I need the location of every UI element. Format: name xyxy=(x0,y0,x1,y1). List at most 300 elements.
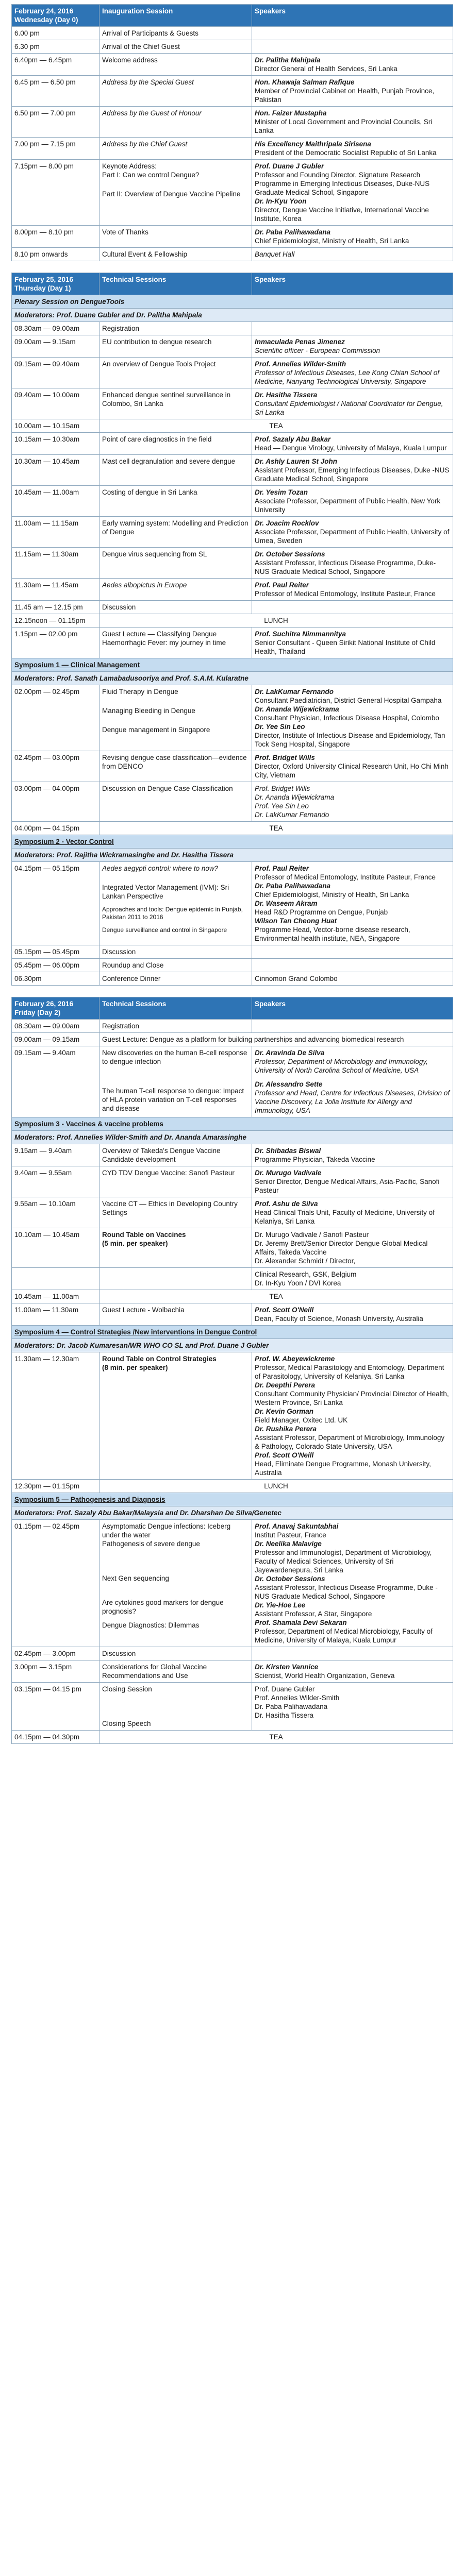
symposium-title-text: Symposium 5 — Pathogenesis and Diagnosis xyxy=(14,1496,165,1503)
speaker-detail: Programme Head, Vector-borne disease research, Environmental health institute, NEA, Singapore xyxy=(255,926,410,942)
speaker-detail: Associate Professor, Department of Public Health, New York University xyxy=(255,497,441,514)
talk-title: Dengue Diagnostics: Dilemmas xyxy=(102,1621,200,1629)
symposium-row xyxy=(12,1117,453,1131)
row-event: Vaccine CT — Ethics in Developing Country Settings xyxy=(100,1197,252,1228)
talk-title: Next Gen sequencing xyxy=(102,1574,169,1582)
speaker-detail: Professor and Head, Centre for Infectious Diseases, Division of Vaccine Discovery, La Jolla Institute for Allergy and Immunology, USA xyxy=(255,1089,450,1114)
moderators-text: Moderators: Prof. Rajitha Wickramasinghe and Dr. Hasitha Tissera xyxy=(12,849,453,862)
row-speaker xyxy=(252,1268,453,1290)
row-speaker xyxy=(252,517,453,548)
speaker-detail: Head Clinical Trials Unit, Faculty of Medicine, University of Kelaniya, Sri Lanka xyxy=(255,1209,435,1225)
row-event: Overview of Takeda's Dengue Vaccine Candidate development xyxy=(100,1144,252,1166)
speaker-name: Prof. Ashu de Silva xyxy=(255,1200,318,1208)
table-row xyxy=(12,751,453,782)
row-event: An overview of Dengue Tools Project xyxy=(100,358,252,388)
row-speaker: Banquet Hall xyxy=(252,248,453,261)
talk-title: Integrated Vector Management (IVM): Sri Lankan Perspective xyxy=(102,884,229,900)
table-row xyxy=(12,959,453,972)
speaker-name: Prof. Scott O'Neill xyxy=(255,1451,314,1459)
row-time: 12.30pm — 01.15pm xyxy=(12,1480,100,1493)
day2-date-cell xyxy=(12,997,100,1020)
row-time: 8.10 pm onwards xyxy=(12,248,100,261)
row-speaker xyxy=(252,335,453,358)
panelist-name: Prof. Duane Gubler xyxy=(255,1685,315,1693)
row-speaker xyxy=(252,54,453,76)
table-row xyxy=(12,27,453,40)
table-row xyxy=(12,1352,453,1480)
row-event: Registration xyxy=(100,1020,252,1033)
moderators-text: Moderators: Dr. Jacob Kumaresan/WR WHO CO SL and Prof. Duane J Gubler xyxy=(12,1339,453,1352)
panelist-name: Dr. Hasitha Tissera xyxy=(255,1711,314,1719)
talk-title: Dengue surveillance and control in Singapore xyxy=(102,926,227,934)
row-speaker xyxy=(252,226,453,248)
panelist-name: Dr. Jeremy Brett/Senior Director Dengue Global Medical Affairs, Takeda Vaccine xyxy=(255,1240,428,1256)
row-event: Address by the Chief Guest xyxy=(100,138,252,160)
row-time: 10.45am — 11.00am xyxy=(12,1290,100,1303)
row-time xyxy=(12,1268,100,1290)
day0-date-cell xyxy=(12,5,100,27)
row-speaker xyxy=(252,862,453,945)
speaker-detail: Head, Eliminate Dengue Programme, Monash University, Australia xyxy=(255,1460,431,1477)
row-time: 05.45pm — 06.00pm xyxy=(12,959,100,972)
row-time: 6.30 pm xyxy=(12,40,100,54)
talk-title: Dengue management in Singapore xyxy=(102,726,210,734)
speaker-name: Dr. Shibadas Biswal xyxy=(255,1147,321,1155)
speaker-detail: Field Manager, Oxitec Ltd. UK xyxy=(255,1416,348,1424)
table-row xyxy=(12,226,453,248)
table-row xyxy=(12,322,453,335)
row-event: Arrival of Participants & Guests xyxy=(100,27,252,40)
row-time: 8.00pm — 8.10 pm xyxy=(12,226,100,248)
row-event xyxy=(100,1046,252,1117)
row-event: Registration xyxy=(100,322,252,335)
speaker-name: Dr. October Sessions xyxy=(255,550,325,558)
row-event: Vote of Thanks xyxy=(100,226,252,248)
programme-page xyxy=(11,4,453,1744)
row-time: 09.15am — 09.40am xyxy=(12,358,100,388)
moderators-row xyxy=(12,309,453,322)
talk-title: Managing Bleeding in Dengue xyxy=(102,707,195,715)
talk-note: (5 min. per speaker) xyxy=(102,1240,168,1247)
speaker-detail: President of the Democratic Socialist Republic of Sri Lanka xyxy=(255,149,437,157)
day1-date-cell xyxy=(12,273,100,295)
tea-row xyxy=(12,419,453,433)
speaker-name: Dr. In-Kyu Yoon xyxy=(255,197,307,205)
row-speaker xyxy=(252,1144,453,1166)
table-row xyxy=(12,107,453,138)
speaker-detail: Assistant Professor, Infectious Disease Programme, Duke -NUS Graduate Medical School, Singapore xyxy=(255,1584,438,1600)
row-event: Address by the Special Guest xyxy=(100,76,252,107)
row-event: CYD TDV Dengue Vaccine: Sanofi Pasteur xyxy=(100,1166,252,1197)
table-row xyxy=(12,1046,453,1117)
panelist-name: Dr. Alexander Schmidt / Director, xyxy=(255,1257,356,1265)
row-time: 10.30am — 10.45am xyxy=(12,455,100,486)
speaker-name: Dr. Kevin Gorman xyxy=(255,1408,314,1415)
speaker-detail: Chief Epidemiologist, Ministry of Health, Sri Lanka xyxy=(255,891,409,899)
speaker-detail: Consultant Community Physician/ Provincial Director of Health, Western Province, Sri Lanka xyxy=(255,1390,449,1406)
row-event: Revising dengue case classification—evidence from DENCO xyxy=(100,751,252,782)
row-event xyxy=(100,1228,252,1268)
row-event xyxy=(100,1520,252,1647)
speaker-name: Prof. Duane J Gubler xyxy=(255,162,324,170)
row-time: 03.15pm — 04.15 pm xyxy=(12,1683,100,1731)
row-speaker xyxy=(252,358,453,388)
symposium-row xyxy=(12,1326,453,1339)
speaker-detail: Scientific officer - European Commission xyxy=(255,347,380,354)
row-speaker xyxy=(252,1303,453,1326)
symposium-title xyxy=(12,1326,453,1339)
talk-title: Aedes aegypti control: where to now? xyxy=(102,865,219,872)
row-time: 05.15pm — 05.45pm xyxy=(12,945,100,959)
table-row xyxy=(12,1660,453,1683)
moderators-row xyxy=(12,672,453,685)
speaker-name: His Excellency Maithripala Sirisena xyxy=(255,140,371,148)
row-event: Cultural Event & Fellowship xyxy=(100,248,252,261)
row-speaker xyxy=(252,628,453,658)
table-row xyxy=(12,248,453,261)
row-speaker xyxy=(252,388,453,419)
panelist-name: Prof. Yee Sin Leo xyxy=(255,802,309,810)
tea-row xyxy=(12,1290,453,1303)
table-row xyxy=(12,1647,453,1660)
row-speaker xyxy=(252,433,453,455)
moderators-text: Moderators: Prof. Sazaly Abu Bakar/Malaysia and Dr. Dharshan De Silva/Genetec xyxy=(12,1506,453,1520)
row-event: Costing of dengue in Sri Lanka xyxy=(100,486,252,517)
keynote-label: Keynote Address: xyxy=(102,162,157,170)
row-time: 02.45pm — 3.00pm xyxy=(12,1647,100,1660)
speaker-name: Prof. Scott O'Neill xyxy=(255,1306,314,1314)
row-time: 09.00am — 09.15am xyxy=(12,1033,100,1046)
symposium-title xyxy=(12,835,453,849)
table-row xyxy=(12,862,453,945)
row-time: 11.15am — 11.30am xyxy=(12,548,100,579)
speaker-detail: Institut Pasteur, France xyxy=(255,1531,326,1539)
speaker-name: Dr. Yee Sin Leo xyxy=(255,723,305,731)
speaker-detail: Professor of Infectious Diseases, Lee Kong Chian School of Medicine, Nanyang Technological University, Singapore xyxy=(255,369,439,385)
row-time: 6.40pm — 6.45pm xyxy=(12,54,100,76)
row-time: 09.40am — 10.00am xyxy=(12,388,100,419)
break-label: TEA xyxy=(100,419,453,433)
table-row xyxy=(12,486,453,517)
speaker-detail: Assistant Professor, Department of Microbiology, Immunology & Pathology, Colorado State University, USA xyxy=(255,1434,445,1450)
row-time: 7.00 pm — 7.15 pm xyxy=(12,138,100,160)
table-row xyxy=(12,1197,453,1228)
row-time: 09.15am — 9.40am xyxy=(12,1046,100,1117)
row-time: 6.00 pm xyxy=(12,27,100,40)
speaker-name: Dr. Ashly Lauren St John xyxy=(255,457,338,465)
row-event: Discussion xyxy=(100,1647,252,1660)
row-time: 04.15pm — 04.30pm xyxy=(12,1731,100,1744)
speaker-name: Dr. Waseem Akram xyxy=(255,900,318,907)
day0-header xyxy=(12,5,453,27)
table-row xyxy=(12,455,453,486)
row-time: 10.10am — 10.45am xyxy=(12,1228,100,1268)
speaker-detail: Associate Professor, Department of Public Health, University of Umea, Sweden xyxy=(255,528,450,545)
row-speaker xyxy=(252,959,453,972)
row-time: 09.00am — 9.15am xyxy=(12,335,100,358)
moderators-row xyxy=(12,1339,453,1352)
speaker-detail: Consultant Physician, Infectious Disease Hospital, Colombo xyxy=(255,714,439,722)
day2-date: February 26, 2016 xyxy=(14,1000,74,1008)
table-row xyxy=(12,433,453,455)
row-speaker xyxy=(252,322,453,335)
day1-session-title: Technical Sessions xyxy=(100,273,252,295)
speaker-detail: Director, Oxford University Clinical Research Unit, Ho Chi Minh City, Vietnam xyxy=(255,762,449,779)
row-speaker xyxy=(252,455,453,486)
symposium-title xyxy=(12,1493,453,1506)
table-row xyxy=(12,76,453,107)
moderators-row xyxy=(12,1131,453,1144)
table-row xyxy=(12,1166,453,1197)
speaker-detail: Professor of Medical Entomology, Institute Pasteur, France xyxy=(255,873,436,881)
speaker-detail: Director, Dengue Vaccine Initiative, International Vaccine Institute, Korea xyxy=(255,206,429,223)
table-row xyxy=(12,358,453,388)
talk-title: New discoveries on the human B-cell response to dengue infection xyxy=(102,1049,247,1065)
row-time: 02.00pm — 02.45pm xyxy=(12,685,100,751)
table-row xyxy=(12,1228,453,1268)
speaker-detail: Dean, Faculty of Science, Monash University, Australia xyxy=(255,1315,423,1323)
tea-row xyxy=(12,1731,453,1744)
row-speaker xyxy=(252,1046,453,1117)
day2-session-title: Technical Sessions xyxy=(100,997,252,1020)
row-event: Enhanced dengue sentinel surveillance in Colombo, Sri Lanka xyxy=(100,388,252,419)
speaker-name: Dr. Deepthi Perera xyxy=(255,1381,316,1389)
panelist-name: Dr. Paba Palihawadana xyxy=(255,1703,328,1710)
day0-day: Wednesday (Day 0) xyxy=(14,16,78,24)
row-speaker xyxy=(252,751,453,782)
row-event: Guest Lecture — Classifying Dengue Haemorrhagic Fever: my journey in time xyxy=(100,628,252,658)
table-row xyxy=(12,1268,453,1290)
talk-title: Pathogenesis of severe dengue xyxy=(102,1540,200,1548)
speaker-detail: Assistant Professor, A Star, Singapore xyxy=(255,1610,372,1618)
row-event: Point of care diagnostics in the field xyxy=(100,433,252,455)
row-event xyxy=(100,1683,252,1731)
speaker-detail: Consultant Paediatrician, District General Hospital Gampaha xyxy=(255,697,442,704)
talk-title: Closing Speech xyxy=(102,1720,151,1727)
row-time: 11.00am — 11.15am xyxy=(12,517,100,548)
row-time: 11.30am — 11.45am xyxy=(12,579,100,601)
row-time: 9.15am — 9.40am xyxy=(12,1144,100,1166)
speaker-name: Dr. Yie-Hoe Lee xyxy=(255,1601,306,1609)
speaker-name: Prof. Bridget Wills xyxy=(255,754,315,761)
symposium-title-text: Symposium 1 — Clinical Management xyxy=(14,661,140,669)
talk-title: Round Table on Vaccines xyxy=(102,1231,186,1239)
speaker-name: Dr. Joacim Rocklov xyxy=(255,519,319,527)
speaker-detail: Assistant Professor, Infectious Disease Programme, Duke-NUS Graduate Medical School, Singapore xyxy=(255,559,436,575)
row-event: Early warning system: Modelling and Prediction of Dengue xyxy=(100,517,252,548)
speaker-detail: Professor, Department of Microbiology and Immunology, University of North Carolina School of Medicine, USA xyxy=(255,1058,428,1074)
table-row xyxy=(12,628,453,658)
row-speaker xyxy=(252,40,453,54)
row-time: 03.00pm — 04.00pm xyxy=(12,782,100,822)
row-event: Roundup and Close xyxy=(100,959,252,972)
speaker-detail: Head — Dengue Virology, University of Malaya, Kuala Lumpur xyxy=(255,444,447,452)
speaker-detail: Professor and Immunologist, Department of Microbiology, Faculty of Medical Sciences, University of Sri Jayewardenepura, Sri Lanka xyxy=(255,1549,432,1574)
row-speaker xyxy=(252,138,453,160)
speaker-name: Dr. Alessandro Sette xyxy=(255,1080,323,1088)
day1-day: Thursday (Day 1) xyxy=(14,284,71,292)
speaker-detail: Minister of Local Government and Provincial Councils, Sri Lanka xyxy=(255,118,433,134)
speaker-detail: Professor, Medical Parasitology and Entomology, Department of Parasitology, University of Kelaniya, Sri Lanka xyxy=(255,1364,444,1380)
speaker-detail: Programme Physician, Takeda Vaccine xyxy=(255,1156,375,1163)
day0-table xyxy=(11,4,453,261)
table-row xyxy=(12,335,453,358)
row-speaker xyxy=(252,579,453,601)
speaker-name: Dr. Palitha Mahipala xyxy=(255,56,321,64)
row-speaker xyxy=(252,601,453,614)
table-row xyxy=(12,517,453,548)
day1-table xyxy=(11,273,453,986)
speaker-detail: Assistant Professor, Emerging Infectious Diseases, Duke -NUS Graduate Medical School, Singapore xyxy=(255,466,450,483)
talk-title: Fluid Therapy in Dengue xyxy=(102,688,178,696)
speaker-name: Prof. W. Abeyewickreme xyxy=(255,1355,335,1363)
panelist-name: Dr. Murugo Vadivale / Sanofi Pasteur xyxy=(255,1231,369,1239)
speaker-detail: Scientist, World Health Organization, Geneva xyxy=(255,1672,395,1680)
symposium-title xyxy=(12,1117,453,1131)
symposium-title-text: Symposium 4 — Control Strategies /New interventions in Dengue Control xyxy=(14,1328,257,1336)
row-event xyxy=(100,1352,252,1480)
row-event: Dengue virus sequencing from SL xyxy=(100,548,252,579)
row-speaker xyxy=(252,1660,453,1683)
table-row xyxy=(12,782,453,822)
row-speaker: Cinnomon Grand Colombo xyxy=(252,972,453,986)
row-speaker xyxy=(252,1020,453,1033)
row-event: Guest Lecture: Dengue as a platform for building partnerships and advancing biomedical research xyxy=(100,1033,453,1046)
moderators-row xyxy=(12,849,453,862)
speaker-name: Hon. Khawaja Salman Rafique xyxy=(255,78,355,86)
table-row xyxy=(12,1020,453,1033)
table-row xyxy=(12,685,453,751)
break-label: TEA xyxy=(100,1290,453,1303)
table-row xyxy=(12,972,453,986)
speaker-detail: Director, Institute of Infectious Disease and Epidemiology, Tan Tock Seng Hospital, Singapore xyxy=(255,732,445,748)
speaker-name: Hon. Faizer Mustapha xyxy=(255,109,327,117)
table-row xyxy=(12,54,453,76)
speaker-name: Dr. Murugo Vadivale xyxy=(255,1169,322,1177)
row-speaker xyxy=(252,1166,453,1197)
row-time: 11.45 am — 12.15 pm xyxy=(12,601,100,614)
speaker-name: Dr. Paba Palihawadana xyxy=(255,228,331,236)
table-row xyxy=(12,1144,453,1166)
table-row xyxy=(12,1520,453,1647)
table-row xyxy=(12,1033,453,1046)
day1-speakers-header: Speakers xyxy=(252,273,453,295)
speaker-name: Dr. Aravinda De Silva xyxy=(255,1049,325,1057)
row-speaker xyxy=(252,160,453,226)
row-event: EU contribution to dengue research xyxy=(100,335,252,358)
speaker-name: Dr. Kirsten Vannice xyxy=(255,1663,319,1671)
row-speaker xyxy=(252,1683,453,1731)
row-speaker xyxy=(252,1352,453,1480)
speaker-detail: Senior Director, Dengue Medical Affairs, Asia-Pacific, Sanofi Pasteur xyxy=(255,1178,440,1194)
row-time: 9.40am — 9.55am xyxy=(12,1166,100,1197)
panelist-name: Clinical Research, GSK, Belgium xyxy=(255,1270,357,1278)
day2-day: Friday (Day 2) xyxy=(14,1009,61,1016)
row-time: 06.30pm xyxy=(12,972,100,986)
row-speaker xyxy=(252,1197,453,1228)
row-time: 10.00am — 10.15am xyxy=(12,419,100,433)
panelist-name: Dr. Ananda Wijewickrama xyxy=(255,793,335,801)
speaker-detail: Professor and Founding Director, Signature Research Programme in Emerging Infectious Diseases, Duke-NUS Graduate Medical School, Singapore xyxy=(255,171,430,196)
speaker-name: Wilson Tan Cheong Huat xyxy=(255,917,337,925)
row-time: 10.15am — 10.30am xyxy=(12,433,100,455)
speaker-detail: Chief Epidemiologist, Ministry of Health, Sri Lanka xyxy=(255,237,409,245)
row-time: 6.50 pm — 7.00 pm xyxy=(12,107,100,138)
speaker-name: Dr. Rushika Perera xyxy=(255,1425,317,1433)
moderators-text: Moderators: Prof. Duane Gubler and Dr. Palitha Mahipala xyxy=(12,309,453,322)
symposium-title-text: Symposium 3 - Vaccines & vaccine problems xyxy=(14,1120,163,1128)
row-time: 9.55am — 10.10am xyxy=(12,1197,100,1228)
row-time: 11.00am — 11.30am xyxy=(12,1303,100,1326)
plenary-title: Plenary Session on DengueTools xyxy=(12,295,453,309)
speaker-name: Dr. Ananda Wijewickrama xyxy=(255,705,339,713)
row-time: 10.45am — 11.00am xyxy=(12,486,100,517)
speaker-name: Dr. LakKumar Fernando xyxy=(255,688,334,696)
row-time: 11.30am — 12.30am xyxy=(12,1352,100,1480)
speaker-name: Dr. Paba Palihawadana xyxy=(255,882,331,890)
speaker-detail: Member of Provincial Cabinet on Health, Punjab Province, Pakistan xyxy=(255,87,435,104)
speaker-detail: Consultant Epidemiologist / National Coordinator for Dengue, Sri Lanka xyxy=(255,400,443,416)
speaker-detail: Professor of Medical Entomology, Institute Pasteur, France xyxy=(255,590,436,598)
lunch-row xyxy=(12,1480,453,1493)
break-label: LUNCH xyxy=(100,1480,453,1493)
day0-date: February 24, 2016 xyxy=(14,7,74,15)
speaker-name: Dr. October Sessions xyxy=(255,1575,325,1583)
row-event xyxy=(100,862,252,945)
table-row xyxy=(12,601,453,614)
row-event: Discussion xyxy=(100,945,252,959)
day0-speakers-header: Speakers xyxy=(252,5,453,27)
talk-title: Asymptomatic Dengue infections: Iceberg under the water xyxy=(102,1522,231,1539)
table-row xyxy=(12,1303,453,1326)
speaker-name: Prof. Shamala Devi Sekaran xyxy=(255,1619,347,1626)
row-time: 01.15pm — 02.45pm xyxy=(12,1520,100,1647)
speaker-name: Dr. Yesim Tozan xyxy=(255,488,308,496)
speaker-detail: Senior Consultant - Queen Sirikit National Institute of Child Health, Thailand xyxy=(255,639,436,655)
row-event: Mast cell degranulation and severe dengue xyxy=(100,455,252,486)
table-row xyxy=(12,945,453,959)
row-time: 08.30am — 09.00am xyxy=(12,322,100,335)
talk-title: Closing Session xyxy=(102,1685,152,1693)
table-row xyxy=(12,579,453,601)
row-time: 6.45 pm — 6.50 pm xyxy=(12,76,100,107)
row-speaker xyxy=(252,76,453,107)
row-speaker xyxy=(252,1228,453,1268)
table-row xyxy=(12,1683,453,1731)
speaker-detail: Head R&D Programme on Dengue, Punjab xyxy=(255,908,388,916)
row-time: 3.00pm — 3.15pm xyxy=(12,1660,100,1683)
row-time: 08.30am — 09.00am xyxy=(12,1020,100,1033)
speaker-name: Prof. Annelies Wilder-Smith xyxy=(255,360,346,368)
talk-note: (8 min. per speaker) xyxy=(102,1364,168,1371)
row-event xyxy=(100,160,252,226)
row-event: Arrival of the Chief Guest xyxy=(100,40,252,54)
speaker-detail: Director General of Health Services, Sri Lanka xyxy=(255,65,397,73)
table-row xyxy=(12,138,453,160)
row-speaker xyxy=(252,1647,453,1660)
symposium-row xyxy=(12,835,453,849)
table-row xyxy=(12,388,453,419)
table-row xyxy=(12,40,453,54)
row-event: Guest Lecture - Wolbachia xyxy=(100,1303,252,1326)
day1-date: February 25, 2016 xyxy=(14,276,74,283)
row-event: Aedes albopictus in Europe xyxy=(100,579,252,601)
row-speaker xyxy=(252,486,453,517)
row-speaker xyxy=(252,107,453,138)
speaker-detail: Professor, Department of Medical Microbiology, Faculty of Medicine, University of Malaya, Kuala Lumpur xyxy=(255,1628,433,1644)
row-time: 7.15pm — 8.00 pm xyxy=(12,160,100,226)
panelist-name: Dr. In-Kyu Yoon / DVI Korea xyxy=(255,1279,341,1287)
